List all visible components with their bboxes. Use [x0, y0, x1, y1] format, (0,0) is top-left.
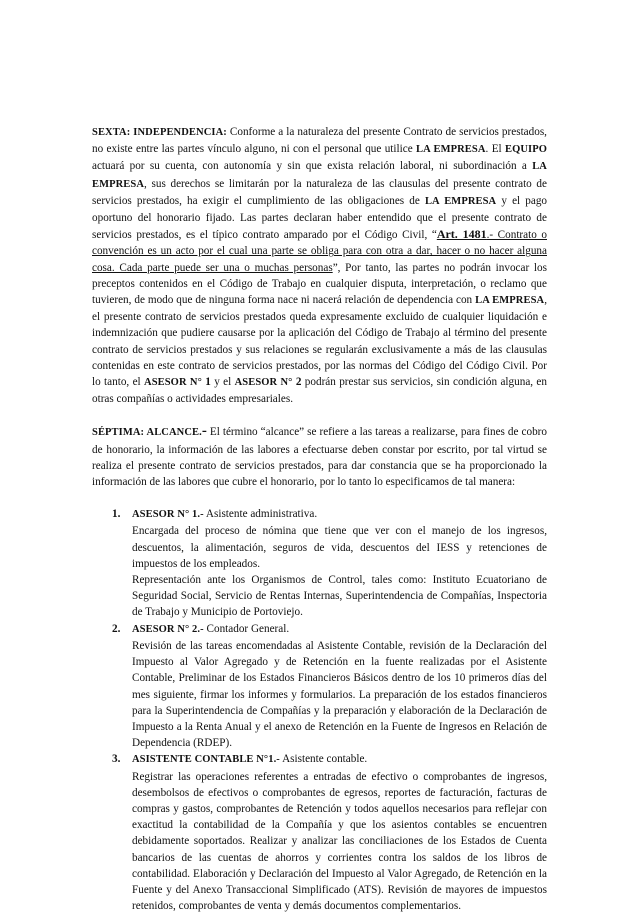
clause-heading: SEXTA: INDEPENDENCIA: [92, 127, 227, 138]
role-description: Representación ante los Organismos de Control, tales como: Instituto Ecuatoriano de Seguridad Social, Servicio de Rentas Internas, Superintendencia de Compañías, Inspectoria de Trabajo y Municipio de Portoviejo. [132, 574, 547, 619]
item-number: 3. [112, 753, 121, 766]
party-name: EQUIPO [504, 144, 548, 156]
clause-text: El término “alcance” se refiere a las tareas a realizarse, para fines de cobro de honorario, la información de las labores a efectuarse deben constar por escrito, por tal virtud se realiza el presente contrato de servicios prestados, para dar constancia que se ha proporcionado la información de las labores que cubre el honorario, por lo tanto lo especificamos de tal manera: [92, 426, 547, 489]
clause-text: Conforme a la naturaleza del presente Contrato de servicios prestados, no existe entre las partes vínculo alguno, ni con el personal que utilice [92, 126, 547, 156]
item-number: 2. [112, 622, 121, 635]
role-label: ASESOR N° 1.- [132, 509, 204, 521]
party-number: 2 [292, 376, 302, 389]
role-title: Asistente contable. [279, 753, 368, 766]
clause-text: actuará por su cuenta, con autonomía y sin que exista relación laboral, ni subordinación a [92, 160, 533, 173]
contract-text [92, 124, 547, 914]
scope-list [92, 506, 547, 914]
article-quote: .- Contrato o convención es un acto por el cual una parte se obliga para con otra a dar, hacer o no hacer alguna cosa. Cada parte puede ser una o muchas personas [92, 229, 547, 274]
article-reference: Art. 1481 [436, 227, 487, 242]
clause-sexta [92, 124, 547, 407]
role-description: Encargada del proceso de nómina que tiene que ver con el manejo de los ingresos, descuentos, la alimentación, seguros de vida, descuentos del IESS y retenciones de impuestos de los empleados. [132, 525, 547, 570]
role-label: ASESOR N° 2.- [132, 623, 204, 635]
role-title: Contador General. [203, 622, 290, 635]
role-description: Registrar las operaciones referentes a entradas de efectivo o comprobantes de ingresos, desembolsos de efectivos o comprobantes de egresos, reportes de facturación, facturas de compras y gastos, comprobantes de Retención y todos aquellos necesarios para reflejar con exactitud la contabilidad de la Compañía y que los asientos contables se encuentren debidamente soportados. Realizar y analizar las conciliaciones de los Estados de Cuenta bancarios de las cuentas de ahorros y corrientes contra los saldos de los libros de contabilidad. Elaboración y Declaración del Impuesto al Valor Agregado, de Retención en la Fuente y del Anexo Transaccional Simplificado (ATS). Revisión de mayores de impuestos retenidos, comprobantes de venta y demás documentos complementarios. [132, 770, 547, 913]
party-name: LA EMPRESA [92, 161, 547, 190]
party-name: ASESOR N° [144, 377, 202, 389]
party-name: LA EMPRESA [475, 295, 545, 307]
party-number: 1 [201, 376, 211, 389]
heading-dash: - [201, 423, 207, 440]
clause-text: y el pago oportuno del honorario fijado. Las partes declaran haber entendido que el presente contrato de servicios prestados, es el típico contrato amparado por el Código Civil, “ [92, 194, 548, 242]
list-item [92, 506, 547, 620]
clause-text: , el presente contrato de servicios prestados queda expresamente excluido de cualquier liquidación e indemnización que pudiere causarse por la aplicación del Código de Trabajo al término del presente contrato de servicios prestados y sus relaciones se regularán exclusivamente a más de las clausulas contenidas en este contrato de servicios prestados, por las normas del Código del Código Civil. Por lo tanto, el [92, 294, 547, 389]
clause-heading: SÉPTIMA: ALCANCE. [92, 427, 202, 439]
role-title: Asistente administrativa. [203, 508, 318, 521]
role-description: Revisión de las tareas encomendadas al Asistente Contable, revisión de la Declaración del Impuesto al Valor Agregado y de Retención en la fuente realizadas por el Asistente Contable, Preliminar de los Estados Financieros Básicos dentro de los 10 primeros días del mes siguiente, firmar los informes y formularios. La preparación de los estados financieros para la Superintendencia de Compañías y la preparación y elaboración de la Declaración de Impuesto a la Renta Anual y el anexo de Retención en la Fuente de Ingresos en Relación de Dependencia (RDEP). [132, 639, 547, 750]
list-item [92, 751, 547, 914]
clause-text: , sus derechos se limitarán por la naturaleza de las clausulas del presente contrato de servicios prestados, ha exigir el cumplimiento de las obligaciones de [92, 177, 547, 207]
party-name: LA EMPRESA [424, 195, 497, 207]
clause-text: podrán prestar sus servicios, sin condición alguna, en otras compañías o actividades empresariales. [92, 376, 547, 406]
item-number: 1. [112, 508, 121, 521]
clause-text: y el [210, 376, 235, 389]
clause-text: . El [485, 143, 505, 156]
list-item [92, 621, 547, 752]
role-label: ASISTENTE CONTABLE N°1.- [132, 754, 280, 766]
clause-septima [92, 423, 547, 490]
clause-text: ”, Por tanto, las partes no podrán invocar los preceptos contenidos en el Código de Trabajo en cualquier disputa, interpretación, o reclamo que tuvieren, de modo que de ninguna forma nace ni nacerá relación de dependencia con [92, 261, 547, 307]
party-name: LA EMPRESA [416, 144, 486, 156]
party-name: ASESOR N° [234, 377, 293, 389]
